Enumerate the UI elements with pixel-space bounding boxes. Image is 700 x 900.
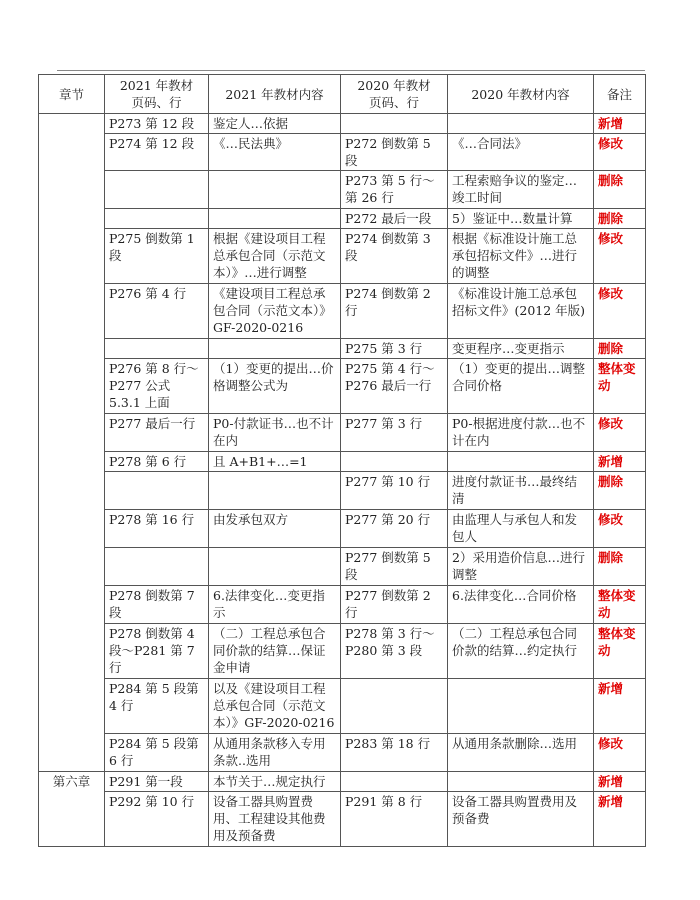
content-2020-cell: 变更程序…变更指示 bbox=[448, 339, 594, 359]
note-cell: 新增 bbox=[594, 772, 646, 792]
page-2021-cell: P278 第 16 行 bbox=[105, 510, 209, 548]
note-cell: 删除 bbox=[594, 472, 646, 510]
table-row bbox=[39, 209, 646, 229]
content-2021-cell: （1）变更的提出…价格调整公式为 bbox=[209, 359, 341, 414]
table-row bbox=[39, 548, 646, 586]
page-2020-cell: P274 倒数第 3 段 bbox=[341, 229, 448, 284]
content-2020-cell: 2）采用造价信息…进行调整 bbox=[448, 548, 594, 586]
page-2021-cell: P273 第 12 段 bbox=[105, 114, 209, 134]
note-cell: 修改 bbox=[594, 734, 646, 772]
page-2020-cell: P275 第 4 行～P276 最后一行 bbox=[341, 359, 448, 414]
content-2020-cell: （1）变更的提出…调整合同价格 bbox=[448, 359, 594, 414]
table-row bbox=[39, 734, 646, 772]
header-content-2020: 2020 年教材内容 bbox=[448, 75, 594, 114]
content-2021-cell: 且 A+B1+…=1 bbox=[209, 452, 341, 472]
content-2021-cell: 从通用条款移入专用条款..选用 bbox=[209, 734, 341, 772]
note-cell: 新增 bbox=[594, 679, 646, 734]
content-2020-cell: 《标准设计施工总承包招标文件》(2012 年版) bbox=[448, 284, 594, 339]
note-cell: 新增 bbox=[594, 792, 646, 847]
header-rule bbox=[57, 70, 645, 71]
page-2021-cell bbox=[105, 209, 209, 229]
table-row bbox=[39, 624, 646, 679]
content-2020-cell: 从通用条款删除…选用 bbox=[448, 734, 594, 772]
content-2021-cell: 《…民法典》 bbox=[209, 134, 341, 171]
note-cell: 整体变动 bbox=[594, 359, 646, 414]
page-2021-cell: P277 最后一行 bbox=[105, 414, 209, 452]
note-cell: 修改 bbox=[594, 510, 646, 548]
content-2021-cell: 本节关于…规定执行 bbox=[209, 772, 341, 792]
content-2021-cell bbox=[209, 171, 341, 209]
page-2020-cell: P278 第 3 行～P280 第 3 段 bbox=[341, 624, 448, 679]
content-2020-cell: （二）工程总承包合同价款的结算…约定执行 bbox=[448, 624, 594, 679]
header-page-2020: 2020 年教材 页码、行 bbox=[341, 75, 448, 114]
header-note: 备注 bbox=[594, 75, 646, 114]
page-2021-cell bbox=[105, 171, 209, 209]
content-2020-cell: 5）鉴证中…数量计算 bbox=[448, 209, 594, 229]
page-2021-cell: P276 第 4 行 bbox=[105, 284, 209, 339]
page-2021-cell: P276 第 8 行～P277 公式 5.3.1 上面 bbox=[105, 359, 209, 414]
table-row bbox=[39, 339, 646, 359]
content-2021-cell: 设备工器具购置费用、工程建设其他费用及预备费 bbox=[209, 792, 341, 847]
page-2020-cell: P277 倒数第 2 行 bbox=[341, 586, 448, 624]
content-2021-cell bbox=[209, 472, 341, 510]
note-cell: 新增 bbox=[594, 114, 646, 134]
chapter-cell-blank bbox=[39, 114, 105, 772]
page-2021-cell: P278 倒数第 4 段～P281 第 7 行 bbox=[105, 624, 209, 679]
note-cell: 新增 bbox=[594, 452, 646, 472]
content-2020-cell: 《…合同法》 bbox=[448, 134, 594, 171]
page-2020-cell bbox=[341, 679, 448, 734]
page-2021-cell: P275 倒数第 1 段 bbox=[105, 229, 209, 284]
page-2021-cell: P278 倒数第 7 段 bbox=[105, 586, 209, 624]
content-2021-cell: 根据《建设项目工程总承包合同（示范文本）》…进行调整 bbox=[209, 229, 341, 284]
page-2020-cell: P277 第 3 行 bbox=[341, 414, 448, 452]
content-2021-cell: 由发承包双方 bbox=[209, 510, 341, 548]
table-row bbox=[39, 772, 646, 792]
content-2021-cell bbox=[209, 209, 341, 229]
content-2021-cell: （二）工程总承包合同价款的结算…保证金申请 bbox=[209, 624, 341, 679]
table-row bbox=[39, 284, 646, 339]
content-2020-cell bbox=[448, 452, 594, 472]
note-cell: 删除 bbox=[594, 171, 646, 209]
content-2020-cell: 设备工器具购置费用及预备费 bbox=[448, 792, 594, 847]
table-row bbox=[39, 510, 646, 548]
note-cell: 删除 bbox=[594, 548, 646, 586]
content-2020-cell bbox=[448, 114, 594, 134]
note-cell: 修改 bbox=[594, 284, 646, 339]
note-cell: 修改 bbox=[594, 134, 646, 171]
page-2020-cell: P277 第 20 行 bbox=[341, 510, 448, 548]
content-2021-cell: 以及《建设项目工程总承包合同（示范文本）》GF-2020-0216 bbox=[209, 679, 341, 734]
content-2021-cell: 鉴定人…依据 bbox=[209, 114, 341, 134]
page-2021-cell: P284 第 5 段第 6 行 bbox=[105, 734, 209, 772]
content-2020-cell bbox=[448, 679, 594, 734]
table-row bbox=[39, 792, 646, 847]
content-2021-cell bbox=[209, 548, 341, 586]
content-2020-cell: 由监理人与承包人和发包人 bbox=[448, 510, 594, 548]
page-2021-cell bbox=[105, 548, 209, 586]
page-2021-cell: P274 第 12 段 bbox=[105, 134, 209, 171]
content-2021-cell: P0-付款证书…也不计在内 bbox=[209, 414, 341, 452]
note-cell: 删除 bbox=[594, 339, 646, 359]
table-row bbox=[39, 414, 646, 452]
page-2020-cell: P272 最后一段 bbox=[341, 209, 448, 229]
content-2021-cell: 6.法律变化…变更指示 bbox=[209, 586, 341, 624]
page-2020-cell: P274 倒数第 2 行 bbox=[341, 284, 448, 339]
page-2020-cell: P272 倒数第 5 段 bbox=[341, 134, 448, 171]
table-row bbox=[39, 586, 646, 624]
table-row bbox=[39, 114, 646, 134]
page-2020-cell: P283 第 18 行 bbox=[341, 734, 448, 772]
table-row bbox=[39, 359, 646, 414]
header-row bbox=[39, 75, 646, 114]
page-2020-cell bbox=[341, 114, 448, 134]
content-2021-cell bbox=[209, 339, 341, 359]
page-2021-cell bbox=[105, 339, 209, 359]
table-row bbox=[39, 134, 646, 171]
note-cell: 修改 bbox=[594, 229, 646, 284]
page-2021-cell: P284 第 5 段第 4 行 bbox=[105, 679, 209, 734]
page-2021-cell bbox=[105, 472, 209, 510]
table-row bbox=[39, 472, 646, 510]
content-2020-cell: 进度付款证书…最终结清 bbox=[448, 472, 594, 510]
page-2020-cell bbox=[341, 772, 448, 792]
chapter-cell: 第六章 bbox=[39, 772, 105, 847]
content-2020-cell: 6.法律变化…合同价格 bbox=[448, 586, 594, 624]
note-cell: 删除 bbox=[594, 209, 646, 229]
note-cell: 整体变动 bbox=[594, 624, 646, 679]
page-2020-cell: P277 第 10 行 bbox=[341, 472, 448, 510]
page-2020-cell: P273 第 5 行～第 26 行 bbox=[341, 171, 448, 209]
table-row bbox=[39, 679, 646, 734]
page-2021-cell: P278 第 6 行 bbox=[105, 452, 209, 472]
header-content-2021: 2021 年教材内容 bbox=[209, 75, 341, 114]
content-2021-cell: 《建设项目工程总承包合同（示范文本）》GF-2020-0216 bbox=[209, 284, 341, 339]
page-2021-cell: P292 第 10 行 bbox=[105, 792, 209, 847]
header-page-2021: 2021 年教材 页码、行 bbox=[105, 75, 209, 114]
header-chapter: 章节 bbox=[39, 75, 105, 114]
page-2020-cell: P275 第 3 行 bbox=[341, 339, 448, 359]
page-2020-cell bbox=[341, 452, 448, 472]
note-cell: 修改 bbox=[594, 414, 646, 452]
table-row bbox=[39, 171, 646, 209]
note-cell: 整体变动 bbox=[594, 586, 646, 624]
page-2020-cell: P291 第 8 行 bbox=[341, 792, 448, 847]
table-row bbox=[39, 452, 646, 472]
content-2020-cell: P0-根据进度付款…也不计在内 bbox=[448, 414, 594, 452]
content-2020-cell: 根据《标准设计施工总承包招标文件》…进行的调整 bbox=[448, 229, 594, 284]
comparison-table bbox=[38, 74, 646, 847]
page-2021-cell: P291 第一段 bbox=[105, 772, 209, 792]
page-2020-cell: P277 倒数第 5 段 bbox=[341, 548, 448, 586]
content-2020-cell: 工程索赔争议的鉴定…竣工时间 bbox=[448, 171, 594, 209]
content-2020-cell bbox=[448, 772, 594, 792]
table-row bbox=[39, 229, 646, 284]
